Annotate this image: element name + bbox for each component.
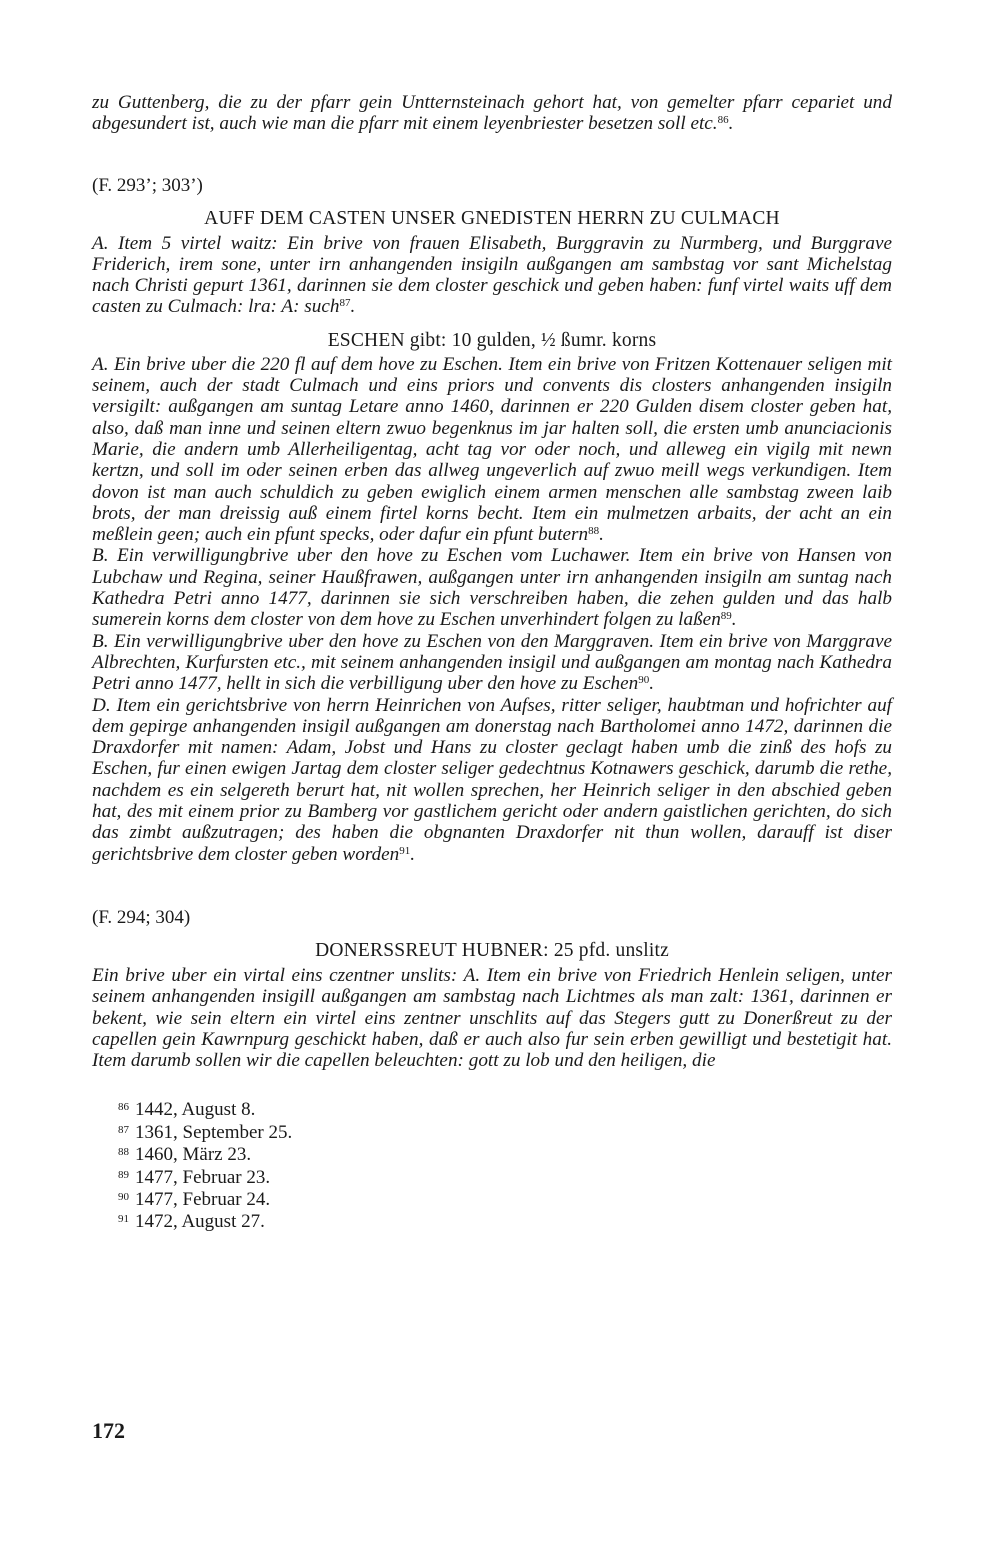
subheading-eschen: ESCHEN gibt: 10 gulden, ½ ßumr. korns — [327, 329, 657, 351]
section-heading-donerssreut: DONERSSREUT HUBNER: 25 pfd. unslitz — [315, 939, 669, 961]
paragraph-culmach: A. Item 5 virtel waitz: Ein brive von frauen Elisabeth, Burggravin zu Nurmberg, und Burggrave Friderich, irem sone, unter irn anhangenden insigiln außgangen am sambstag vor sant Michelstag nach Christi gepurt 1361, darinnen sie dem closter geschick und geben haben: funf virtel waits uff dem casten zu Culmach: lra: A: such$^{87}$. — [92, 232, 892, 318]
footnote-87: $^{87}$ 1361, September 25. — [118, 1121, 293, 1143]
paragraph-eschen-b1: B. Ein verwilligungbrive uber den hove zu Eschen vom Luchawer. Item ein brive von Hansen von Lubchaw und Regina, seiner Haußfrawen, außgangen unter irn anhangenden insigiln am suntag nach Kathedra Petri anno 1477, darinnen sie sich verschreiben haben, die zehen gulden und das halb sumerein korns dem closter von dem hove zu Eschen unverhindert folgen zu laßen$^{89}$. — [92, 545, 892, 631]
footnote-ref-89: 89 — [720, 610, 732, 623]
page-content — [92, 92, 892, 1234]
footnote-ref-86: 86 — [717, 114, 729, 127]
footnote-86: $^{86}$ 1442, August 8. — [118, 1099, 256, 1121]
footnote-ref-91: 91 — [399, 844, 411, 857]
paragraph-eschen-b2: B. Ein verwilligungbrive uber den hove zu Eschen von den Marggraven. Item ein brive von Marggrave Albrechten, Kurfursten etc., mit seinem anhangenden insigil und außgangen am montag nach Kathedra Petri anno 1477, hellt in sich die verbilligung uber den hove zu Eschen$^{90}$. — [92, 630, 892, 695]
folio-reference-1: (F. 293’; 303’) — [92, 174, 203, 196]
footnote-ref-90: 90 — [638, 674, 650, 687]
footnote-89: $^{89}$ 1477, Februar 23. — [118, 1166, 271, 1188]
footnote-91: $^{91}$ 1472, August 27. — [118, 1211, 265, 1233]
paragraph-eschen-d: D. Item ein gerichtsbrive von herrn Heinrichen von Aufses, ritter seliger, haubtman und hofrichter auf dem gepirge anhangenden insigil außgangen am donerstag nach Bartholomei anno 1472, darinnen die Draxdorfer mit namen: Adam, Jobst und Hans zu closter geclagt haben umb die zinß des hofs zu Eschen, fur einen ewigen Jartag dem closter seliger gedechtnus Kotnawers geschick, darumb die rethe, nachdem es ein selgereth berurt hat, nit wollen sprechen, her Heinrich seliger in den abschied geben hat, des mit einem prior zu Bamberg vor gastlichem gericht oder andern gaistlichen gerichten, do sich das zimbt außzutragen; des haben die obgnanten Draxdorfer nit thun wollen, darauff ist diser gerichtsbrive dem closter geben worden$^{91}$. — [92, 694, 892, 865]
footnotes — [92, 1099, 892, 1233]
top-paragraph: zu Guttenberg, die zu der pfarr gein Untternsteinach gehort hat, von gemelter pfarr cepariet und abgesundert ist, auch wie man die pfarr mit einem leyenbriester besetzen soll etc.$^{86}$. — [92, 92, 892, 135]
footnote-88: $^{88}$ 1460, März 23. — [118, 1144, 252, 1166]
paragraph-donerssreut: Ein brive uber ein virtal eins czentner unslits: A. Item ein brive von Friedrich Henlein seligen, unter seinem anhangenden insigill außgangen am sambstag nach Lichtmes als man zalt: 1361, darinnen er bekent, wie sein eltern ein virtel eins zentner unschlits auf das Stegers gutt zu Donerßreut zu der capellen gein Kawrnpurg geschickt haben, daß er auch also fur sein erben gewilligt und bestetigit hat. Item darumb sollen wir die capellen beleuchten: gott zu lob und den heiligen, die — [92, 964, 892, 1072]
paragraph-eschen-a: A. Ein brive uber die 220 fl auf dem hove zu Eschen. Item ein brive von Fritzen Kottenauer seligen mit seinem, auch der stadt Culmach und eins priors und convents dis closters anhangenden insigiln versigilt: außgangen am suntag Letare anno 1460, darinnen er 220 Gulden disem closter geben hat, also, daß man inne und seinen eltern zwuo begenknus im jar halten soll, die ersten umb anunciacionis Marie, die andern umb Allerheiligentag, acht tag vor oder noch, und alleweg ein vigilg mit newn kertzn, und soll im oder seinen erben das allweg ungeverlich auf zwuo meill wegs verkundigen. Item dovon ist man auch schuldich zu geben ewiglich einem armen menschen alle sambstag zween laib brots, der man dreissig auß einem firtel korns becht. Item ein mulmetzen arbaits, der acht an ein meßlein geen; auch ein pfunt specks, oder dafur ein pfunt butern$^{88}$. — [92, 353, 892, 546]
footnote-90: $^{90}$ 1477, Februar 24. — [118, 1189, 271, 1211]
page-number: 172 — [92, 1418, 125, 1443]
folio-reference-2: (F. 294; 304) — [92, 906, 191, 928]
footnote-ref-87: 87 — [339, 297, 351, 310]
section-heading-culmach: AUFF DEM CASTEN UNSER GNEDISTEN HERRN ZU CULMACH — [204, 207, 780, 229]
footnote-ref-88: 88 — [588, 525, 600, 538]
